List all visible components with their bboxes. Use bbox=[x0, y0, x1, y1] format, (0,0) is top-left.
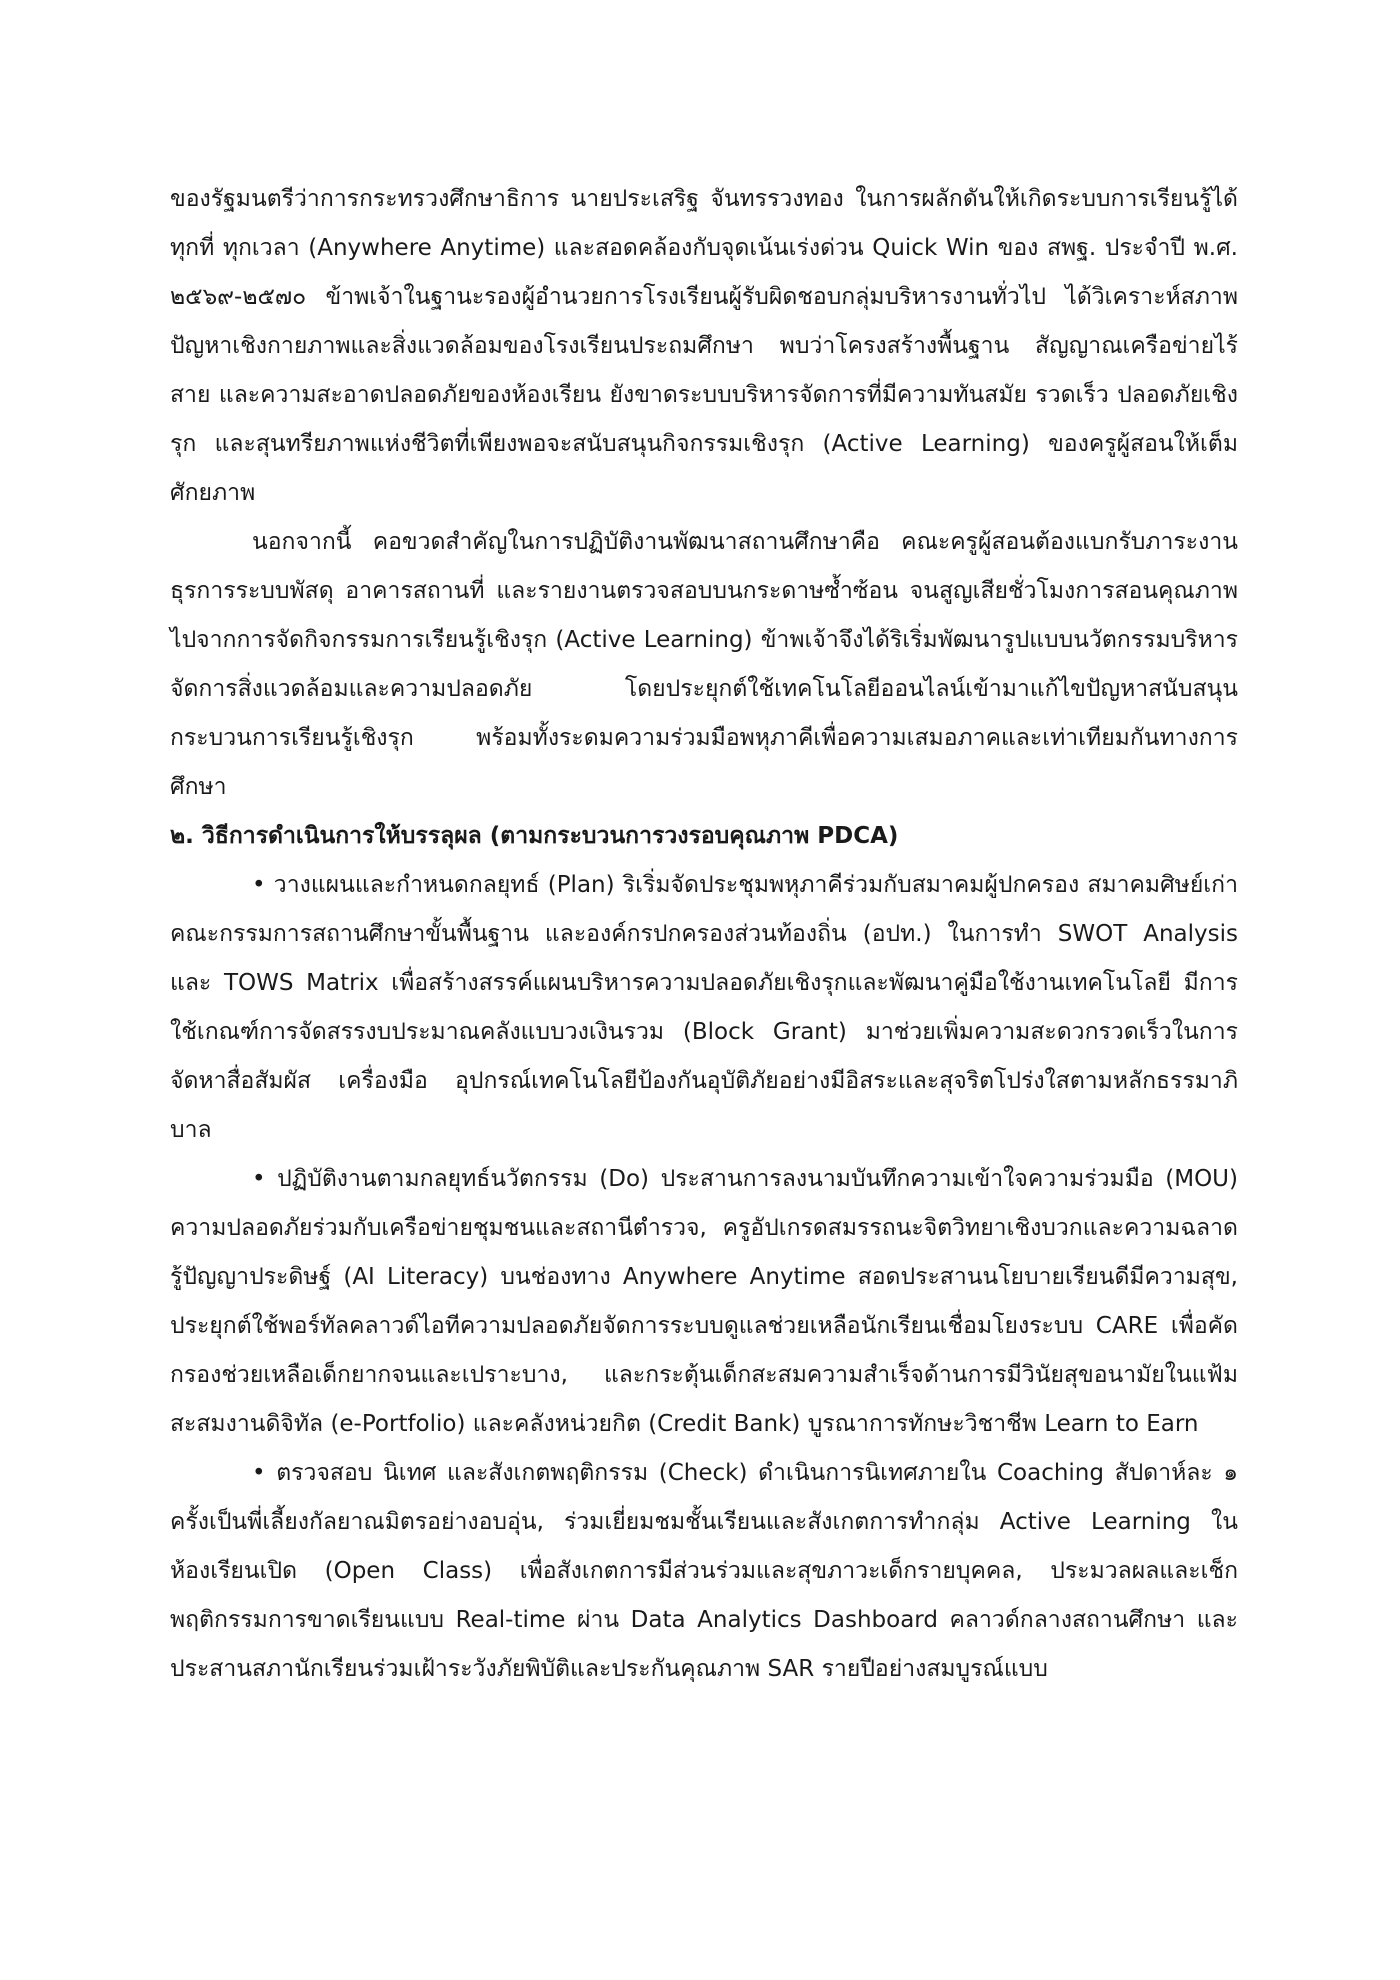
section-heading: ๒. วิธีการดำเนินการให้บรรลุผล (ตามกระบวนการวงรอบคุณภาพ PDCA) bbox=[170, 823, 899, 849]
intro-paragraph-2: นอกจากนี้ คอขวดสำคัญในการปฏิบัติงานพัฒนาสถานศึกษาคือ คณะครูผู้สอนต้องแบกรับภาระงานธุรการระบบพัสดุ อาคารสถานที่ และรายงานตรวจสอบบนกระดาษซ้ำซ้อน จนสูญเสียชั่วโมงการสอนคุณภาพไปจากการจัดกิจกรรมการเรียนรู้เชิงรุก (Active Learning) ข้าพเจ้าจึงได้ริเริ่มพัฒนารูปแบบนวัตกรรมบริหารจัดการสิ่งแวดล้อมและความปลอดภัย โดยประยุกต์ใช้เทคโนโลยีออนไลน์เข้ามาแก้ไขปัญหาสนับสนุนกระบวนการเรียนรู้เชิงรุก พร้อมทั้งระดมความร่วมมือพหุภาคีเพื่อความเสมอภาคและเท่าเทียมกันทางการศึกษา bbox=[170, 529, 1238, 800]
bullet-icon: • bbox=[252, 872, 266, 898]
document-body bbox=[170, 175, 1238, 1694]
bullet-check bbox=[170, 1449, 1238, 1694]
bullet-do-text: ปฏิบัติงานตามกลยุทธ์นวัตกรรม (Do) ประสานการลงนามบันทึกความเข้าใจความร่วมมือ (MOU) ความปลอดภัยร่วมกับเครือข่ายชุมชนและสถานีตำรวจ, ครูอัปเกรดสมรรถนะจิตวิทยาเชิงบวกและความฉลาดรู้ปัญญาประดิษฐ์ (AI Literacy) บนช่องทาง Anywhere Anytime สอดประสานนโยบายเรียนดีมีความสุข, ประยุกต์ใช้พอร์ทัลคลาวด์ไอทีความปลอดภัยจัดการระบบดูแลช่วยเหลือนักเรียนเชื่อมโยงระบบ CARE เพื่อคัดกรองช่วยเหลือเด็กยากจนและเปราะบาง, และกระตุ้นเด็กสะสมความสำเร็จด้านการมีวินัยสุขอนามัยในแฟ้มสะสมงานดิจิทัล (e-Portfolio) และคลังหน่วยกิต (Credit Bank) บูรณาการทักษะวิชาชีพ Learn to Earn bbox=[170, 1166, 1238, 1437]
bullet-do bbox=[170, 1155, 1238, 1449]
bullet-check-text: ตรวจสอบ นิเทศ และสังเกตพฤติกรรม (Check) ดำเนินการนิเทศภายใน Coaching สัปดาห์ละ ๑ ครั้งเป็นพี่เลี้ยงกัลยาณมิตรอย่างอบอุ่น, ร่วมเยี่ยมชมชั้นเรียนและสังเกตการทำกลุ่ม Active Learning ในห้องเรียนเปิด (Open Class) เพื่อสังเกตการมีส่วนร่วมและสุขภาวะเด็กรายบุคคล, ประมวลผลและเช็กพฤติกรรมการขาดเรียนแบบ Real-time ผ่าน Data Analytics Dashboard คลาวด์กลางสถานศึกษา และประสานสภานักเรียนร่วมเฝ้าระวังภัยพิบัติและประกันคุณภาพ SAR รายปีอย่างสมบูรณ์แบบ bbox=[170, 1460, 1238, 1682]
bullet-icon: • bbox=[252, 1166, 266, 1192]
bullet-plan-text: วางแผนและกำหนดกลยุทธ์ (Plan) ริเริ่มจัดประชุมพหุภาคีร่วมกับสมาคมผู้ปกครอง สมาคมศิษย์เก่า คณะกรรมการสถานศึกษาขั้นพื้นฐาน และองค์กรปกครองส่วนท้องถิ่น (อปท.) ในการทำ SWOT Analysis และ TOWS Matrix เพื่อสร้างสรรค์แผนบริหารความปลอดภัยเชิงรุกและพัฒนาคู่มือใช้งานเทคโนโลยี มีการใช้เกณฑ์การจัดสรรงบประมาณคลังแบบวงเงินรวม (Block Grant) มาช่วยเพิ่มความสะดวกรวดเร็วในการจัดหาสื่อสัมผัส เครื่องมือ อุปกรณ์เทคโนโลยีป้องกันอุบัติภัยอย่างมีอิสระและสุจริตโปร่งใสตามหลักธรรมาภิบาล bbox=[170, 872, 1239, 1143]
intro-paragraph-1: ของรัฐมนตรีว่าการกระทรวงศึกษาธิการ นายประเสริฐ จันทรรวงทอง ในการผลักดันให้เกิดระบบการเรียนรู้ได้ทุกที่ ทุกเวลา (Anywhere Anytime) และสอดคล้องกับจุดเน้นเร่งด่วน Quick Win ของ สพฐ. ประจำปี พ.ศ. ๒๕๖๙-๒๕๗๐ ข้าพเจ้าในฐานะรองผู้อำนวยการโรงเรียนผู้รับผิดชอบกลุ่มบริหารงานทั่วไป ได้วิเคราะห์สภาพปัญหาเชิงกายภาพและสิ่งแวดล้อมของโรงเรียนประถมศึกษา พบว่าโครงสร้างพื้นฐาน สัญญาณเครือข่ายไร้สาย และความสะอาดปลอดภัยของห้องเรียน ยังขาดระบบบริหารจัดการที่มีความทันสมัย รวดเร็ว ปลอดภัยเชิงรุก และสุนทรียภาพแห่งชีวิตที่เพียงพอจะสนับสนุนกิจกรรมเชิงรุก (Active Learning) ของครูผู้สอนให้เต็มศักยภาพ bbox=[170, 186, 1238, 506]
bullet-plan bbox=[170, 861, 1238, 1155]
bullet-icon: • bbox=[252, 1460, 266, 1486]
